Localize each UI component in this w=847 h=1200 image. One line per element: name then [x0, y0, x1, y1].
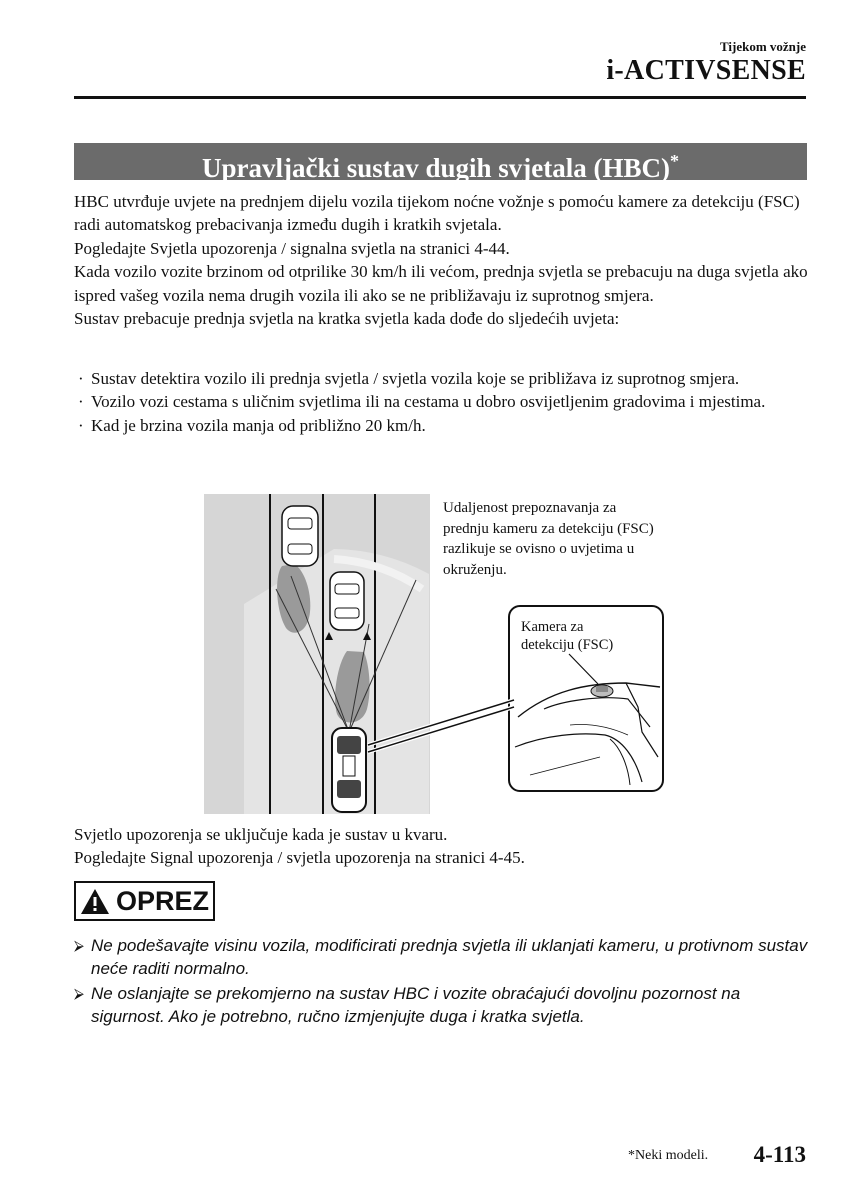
inset-label	[521, 618, 613, 654]
condition-text: Kad je brzina vozila manja od približno 20 km/h.	[91, 415, 426, 435]
section-asterisk: *	[670, 151, 680, 171]
list-item	[74, 390, 809, 413]
footer-note: *Neki modeli.	[628, 1148, 709, 1163]
intro-text	[74, 190, 809, 330]
road-illustration	[204, 494, 430, 814]
after-text	[74, 823, 809, 870]
section-title: Upravljački sustav dugih svjetala (HBC)	[201, 153, 671, 183]
list-item	[74, 414, 809, 437]
bullet-icon: ·	[78, 415, 84, 435]
list-item	[74, 934, 809, 981]
header-rule	[74, 96, 806, 99]
figure-callout: Udaljenost prepoznavanja za prednju kameru za detekciju (FSC) razlikuje se ovisno o uvjetima u okruženju.	[443, 500, 654, 578]
list-item	[74, 367, 809, 390]
caution-label: OPREZ	[115, 885, 209, 916]
arrow-bullet-icon: ⮚	[74, 937, 84, 953]
caution-list	[74, 934, 809, 1030]
malfunction-note: Svjetlo upozorenja se uključuje kada je sustav u kvaru.	[74, 825, 448, 844]
caution-badge	[74, 881, 215, 921]
condition-text: Sustav detektira vozilo ili prednja svjetla / svjetla vozila koje se približava iz suprotnog smjera.	[91, 369, 740, 388]
caution-text: Ne podešavajte visinu vozila, modificirati prednja svjetla ili uklanjati kameru, u protivnom sustav neće raditi normalno.	[91, 936, 808, 979]
caution-text: Ne oslanjajte se prekomjerno na sustav HBC i vozite obraćajući dovoljnu pozornost na sigurnost. Ako je potrebno, ručno izmjenjujte duga i kratka svjetla.	[91, 983, 741, 1027]
inset-label-line: Kamera za	[521, 619, 584, 635]
warning-reference: Pogledajte Signal upozorenja / svjetla upozorenja na stranici 4-45.	[74, 848, 525, 868]
list-item	[74, 982, 809, 1029]
intro-paragraph: Kada vozilo vozite brzinom od otprilike 30 km/h ili većom, prednja svjetla se prebacuju na duga svjetla ako ispred vašeg vozila nema drugih vozila ili ako se ne približavaju iz suprotnog smjera.	[74, 262, 808, 305]
header-subtitle: Tijekom vožnje	[719, 39, 806, 54]
condition-text: Vozilo vozi cestama s uličnim svjetlima ili na cestama u dobro osvijetljenim gradovima i mjestima.	[91, 392, 766, 412]
page-number: 4-113	[753, 1142, 806, 1167]
bullet-icon: ·	[78, 392, 84, 412]
inset-label-line: detekciju (FSC)	[521, 637, 614, 653]
bullet-icon: ·	[78, 369, 84, 388]
header-title: i-ACTIVSENSE	[606, 55, 806, 86]
section-title-bar	[74, 143, 807, 183]
arrow-bullet-icon: ⮚	[74, 984, 84, 1001]
intro-paragraph: Sustav prebacuje prednja svjetla na kratka svjetla kada dođe do sljedećih uvjeta:	[74, 309, 620, 329]
warning-triangle-icon	[80, 888, 110, 915]
intro-paragraph: HBC utvrđuje uvjete na prednjem dijelu vozila tijekom noćne vožnje s pomoću kamere za detekciju (FSC) radi automatskog prebacivanja između dugih i kratkih svjetala.	[74, 192, 800, 235]
intro-reference: Pogledajte Svjetla upozorenja / signalna svjetla na stranici 4-44.	[74, 238, 510, 258]
condition-list	[74, 367, 809, 437]
